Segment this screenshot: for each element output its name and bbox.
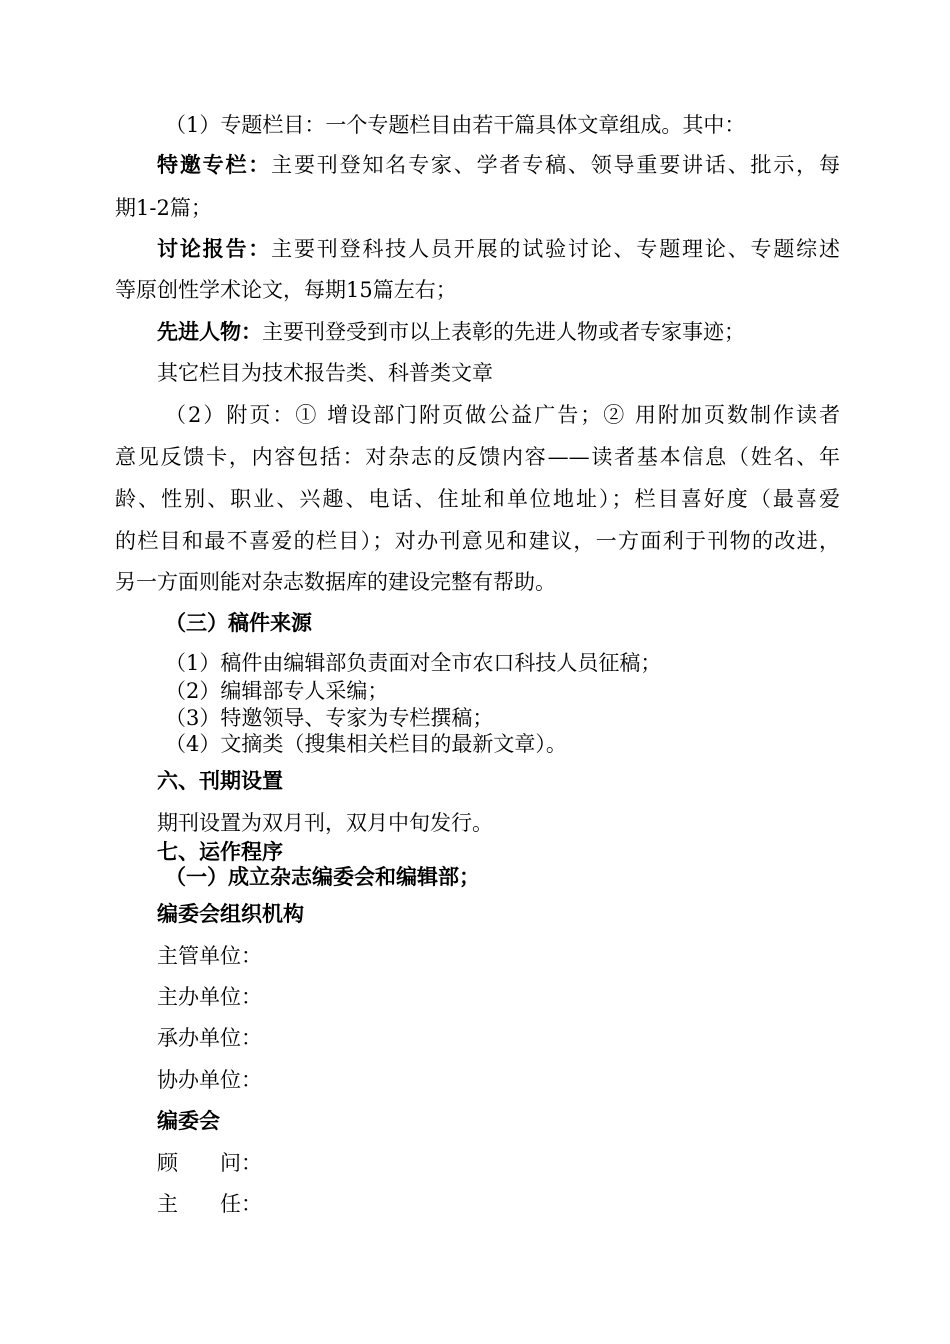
term-discussion-report: 讨论报告：: [157, 237, 272, 261]
field-supervising-unit: 主管单位：: [157, 944, 262, 968]
heading-committee-organization: 编委会组织机构: [157, 902, 304, 926]
list-item-source-4: （4）文摘类（搜集相关栏目的最新文章）。: [165, 732, 567, 756]
paragraph-publication-schedule: 期刊设置为双月刊，双月中旬发行。: [157, 811, 493, 835]
term-invited-column: 特邀专栏：: [157, 153, 272, 177]
paragraph-discussion-report: [157, 234, 840, 264]
list-item-source-1: （1）稿件由编辑部负责面对全市农口科技人员征稿；: [165, 651, 662, 675]
text-discussion-report-cont: 等原创性学术论文，每期15篇左右；: [115, 278, 457, 302]
list-item-source-2: （2）编辑部专人采编；: [165, 679, 389, 703]
paragraph-special-columns-intro: （1）专题栏目：一个专题栏目由若干篇具体文章组成。其中：: [165, 113, 746, 137]
paragraph-appendix-line1: （2）附页：① 增设部门附页做公益广告；② 用附加页数制作读者: [165, 403, 840, 427]
text-invited-column-cont: 期1-2篇；: [115, 196, 212, 220]
paragraph-appendix-line4: 的栏目和最不喜爱的栏目）；对办刊意见和建议，一方面利于刊物的改进，: [115, 529, 840, 553]
text-invited-column: 主要刊登知名专家、学者专稿、领导重要讲话、批示，每: [271, 153, 840, 177]
paragraph-appendix-line2: 意见反馈卡，内容包括：对杂志的反馈内容——读者基本信息（姓名、年: [115, 445, 840, 469]
text-advanced-figures: 主要刊登受到市以上表彰的先进人物或者专家事迹；: [262, 320, 745, 344]
field-sponsor-unit: 主办单位：: [157, 985, 262, 1009]
heading-publication-schedule: 六、刊期设置: [157, 769, 283, 793]
list-item-source-3: （3）特邀领导、专家为专栏撰稿；: [165, 706, 494, 730]
paragraph-invited-column: [157, 150, 840, 180]
field-director: 主 任：: [157, 1192, 262, 1216]
heading-operation-procedure: 七、运作程序: [157, 840, 283, 864]
paragraph-advanced-figures: [157, 317, 840, 347]
text-discussion-report: 主要刊登科技人员开展的试验讨论、专题理论、专题综述: [271, 237, 840, 261]
term-advanced-figures: 先进人物：: [157, 320, 262, 344]
heading-manuscript-source: （三）稿件来源: [165, 611, 312, 635]
paragraph-appendix-line5: 另一方面则能对杂志数据库的建设完整有帮助。: [115, 570, 556, 594]
heading-establish-committee: （一）成立杂志编委会和编辑部；: [165, 865, 480, 889]
field-advisor: 顾 问：: [157, 1151, 262, 1175]
field-undertaking-unit: 承办单位：: [157, 1026, 262, 1050]
paragraph-appendix-line3: 龄、性别、职业、兴趣、电话、住址和单位地址）；栏目喜好度（最喜爱: [115, 487, 840, 511]
heading-editorial-committee: 编委会: [157, 1109, 220, 1133]
paragraph-other-columns: 其它栏目为技术报告类、科普类文章: [157, 361, 493, 385]
field-assisting-unit: 协办单位：: [157, 1068, 262, 1092]
